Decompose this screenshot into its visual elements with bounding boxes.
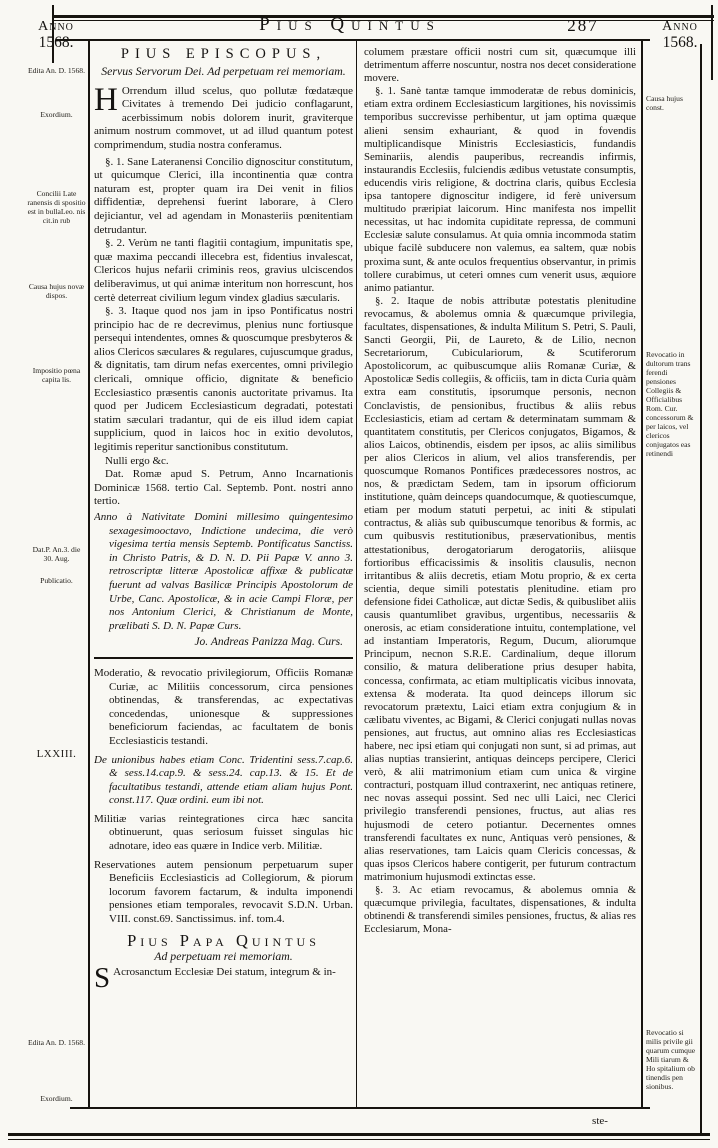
margin-note-concilii: Concilii Late ranensis di spositio est in bullaLeo. nis cit.in rub xyxy=(27,189,86,225)
bull-subheading-ad-perpetuam: Ad perpetuam rei memoriam. xyxy=(154,949,293,964)
running-title: Pius Quintus xyxy=(259,14,441,35)
margin-note-causa-novae: Causa hujus novæ dispos. xyxy=(28,282,85,300)
paragraph-exordium: H Orrendum illud scelus, quo pollutæ fœdatæque Civitates à tremendo Dei judicio conflagarunt, acerbissimum nobis dolorem inurit, graviterque animum nostrum commovet, ut ad illud quantum potest comprimendum, studia nostra conferamus. xyxy=(94,81,353,151)
paragraph-right-section-3: §. 3. Ac etiam revocamus, & abolemus omnia & quæcumque privilegia, facultates, dispensationes, & indulta obtinendi & transferendi similes pensiones, fructus, & alias res Ecclesiarum, Mona- xyxy=(364,884,636,936)
paragraph-editor-note-reservationes: Reservationes autem pensionum perpetuarum super Beneficiis Ecclesiasticis ad Collegiorum, & piorum locorum favorem factarum, & indulta imponendi pensiones etiam temporales, revocavit S.D.N. Urban. VIII. const.69. Sanctissimus. inf. tom.4. xyxy=(94,858,353,926)
header-right-edge-rule xyxy=(711,5,713,80)
anno-right-word: Anno xyxy=(662,19,698,34)
paragraph-nulli-ergo: Nulli ergo &c. xyxy=(105,454,169,467)
paragraph-right-section-1: §. 1. Sanè tantæ tamque immoderatæ de rebus dominicis, etiam extra ordinem Ecclesiasticum largitiones, his novissimis temporibus succrevisse perhibentur, ut jam optima quæque alieni sensim exhauriant, & quod in fovendis multiplicandisque Ministris Ecclesiasticis, fundandis Seminariis, alendis pauperibus, recreandis infirmis, instaurandis Ecclesiis, fulciendis ædibus vetustate consumptis, educendis viris religione, & doctrina claris, quibus Ecclesia ipsa tantopere dignoscitur indigere, id ferè universum multitudo præripiat laicorum. Hinc manifesta nos impellit necessitas, ut hac indomita cupiditate repressa, de communi Ecclesiæ salute consulamus. At quia omnia incommoda statim ubique facilè subducere non valemus, ea saltem, quæ nobis proxima sunt, & ante oculos frequentius observantur, in primis tollere curabimus, ut ceteri omnes cum venerit usus, æquiore animo patiantur. xyxy=(364,85,636,294)
text-block-right-border xyxy=(641,39,643,1108)
anno-left-year: 1568. xyxy=(38,33,74,51)
paragraph-section-2: §. 2. Verùm ne tanti flagitii contagium, impunitatis spe, quæ maxima peccandi illecebra est, fidentius invalescat, Clericos hujus nefarii criminis reos, gravius ulciscendos deliberavimus, ut qui animæ interitum non horrescunt, hos certè deterreat civilium legum vindex gladius sæcularis. xyxy=(94,237,353,304)
drop-cap-h: H xyxy=(94,81,118,118)
bull-heading-pius-episcopus: PIUS EPISCOPUS, xyxy=(120,46,327,62)
paragraph-publication-notice: Anno à Nativitate Domini millesimo quingentesimo sexagesimooctavo, Indictione undecima, die verò vigesima tertia mensis Septemb. Pontificatus Sanctiss. in Christo Patris, & D. N. D. Pii Papæ V. anno 3. retroscriptæ litteræ Apostolicæ affixæ & publicatæ fuerunt ad valvas Basilicæ Principis Apostolorum de Urbe, Canc. Apostolicæ, & in acie Campi Floræ, per nos Antonium Clerici, & Christianum de Monte, prælibati S. D. N. Papæ Curs. xyxy=(94,511,353,632)
catchword: ste- xyxy=(592,1115,608,1127)
text-block-top-border xyxy=(56,39,650,41)
paragraph-sacrosanctum-continued: columem præstare officii nostri cum sit, quæcumque illi detrimentum afferre noscuntur, nostra nos decet consideratione movere. xyxy=(364,46,636,85)
paragraph-sacrosanctum-start: S Acrosanctum Ecclesiæ Dei statum, integrum & in- xyxy=(94,962,336,995)
paragraph-editor-note-militiae: Militiæ varias reintegrationes circa hæc sancita obtinuerunt, quas seriosum fuisset singulas hic adnotare, ideo eas quære in Indice verb. Militiæ. xyxy=(94,812,353,853)
anno-year-right xyxy=(650,20,710,51)
margin-note-publicatio: Publicatio. xyxy=(40,576,73,585)
paragraph-section-1: §. 1. Sane Lateranensi Concilio dignoscitur constitutum, ut quicumque Clerici, illa incontinentia quæ contra naturam est, propter quam ira Dei venit in filios diffidentiæ, deprehensi fuerint laborare, à Clero dejiciantur, vel ad agendam in Monasteriis pœnitentiam detrudantur. xyxy=(94,155,353,236)
left-column xyxy=(94,44,353,1106)
page-number: 287 xyxy=(567,16,599,35)
margin-note-dat: Dat.P. An.3. die 30. Aug. xyxy=(32,545,81,563)
anno-year-left xyxy=(26,20,86,51)
drop-cap-s: S xyxy=(94,962,111,995)
page-right-outer-rule xyxy=(700,44,702,1134)
text-block-left-border xyxy=(88,39,90,1108)
column-divider-rule xyxy=(356,39,357,1108)
page-bottom-rule-thin xyxy=(8,1139,710,1140)
margin-note-causa-const: Causa hujus const. xyxy=(646,94,683,112)
right-column xyxy=(364,46,636,1106)
bull-heading-pius-papa-quintus: Pius Papa Quintus xyxy=(127,930,320,950)
signature-panizza: Jo. Andreas Panizza Mag. Curs. xyxy=(194,636,343,649)
margin-note-exordium-1: Exordium. xyxy=(40,110,73,119)
paragraph-datum: Dat. Romæ apud S. Petrum, Anno Incarnationis Dominicæ 1568. tertio Cal. Septemb. Pont. nostri anno tertio. xyxy=(94,468,353,508)
paragraph-editor-note-unions: De unionibus habes etiam Conc. Tridentini sess.7.cap.6. & sess.14.cap.9. & sess.24. cap.13. & 15. Et de facultatibus testandi, attende etiam aliam hujus Pont. const.117. Quæ ordini. eum ibi not. xyxy=(94,753,353,807)
margin-note-impositio: Impositio pœna capita lis. xyxy=(32,366,81,384)
anno-right-year: 1568. xyxy=(662,33,698,51)
text-block-bottom-border xyxy=(70,1107,650,1109)
margin-note-constitution-number: LXXIII. xyxy=(36,748,77,760)
paragraph-constitution-summary: Moderatio, & revocatio privilegiorum, Officiis Romanæ Curiæ, ac Militiis concessorum, circa pensiones obtinendas, & transferendas, ac expectativas concedendas, unionesque & suppressiones beneficiorum faciendas, ac facultatem de bonis Ecclesiasticis testandi. xyxy=(94,666,353,747)
margin-note-edita-2: Edita An. D. 1568. xyxy=(28,1038,85,1047)
anno-left-word: Anno xyxy=(38,19,74,34)
margin-note-revocatio-similis: Revocatio si milis privile gii quarum cumque Mili tiarum & Ho spitalium ob tinendis pen sionibus. xyxy=(646,1028,696,1091)
margin-note-exordium-2: Exordium. xyxy=(40,1094,73,1103)
constitution-divider-rule xyxy=(94,657,353,659)
page-bottom-rule-thick xyxy=(8,1133,710,1136)
paragraph-section-3: §. 3. Itaque quod nos jam in ipso Pontificatus nostri principio hac de re decrevimus, plenius nunc fortiusque persequi intendentes, omnes & quoscumque presbyteros & alios Clericos sæculares & regulares, cujuscumque gradus, & dignitatis, tam dirum nefas exercentes, omni privilegio clericali, omnique officio, dignitate & beneficio Ecclesiastico præsentis canonis auctoritate privamus. Ita quod per Judicem Ecclesiasticum degradati, potestati statim sæculari tradantur, qui de eis illud idem capiat supplicium, quod in laicos hoc in exitio devolutos, legitimis reperitur sanctionibus constitutum. xyxy=(94,305,353,454)
bull-subheading-servus: Servus Servorum Dei. Ad perpetuam rei memoriam. xyxy=(101,63,346,78)
margin-note-revocatio-indultorum: Revocatio in dultorum trans ferendi pensiones Collegiis & Officialibus Rom. Cur. concessorum & per laicos, vel clericos conjugatos eas retinendi xyxy=(646,350,694,458)
paragraph-right-section-2: §. 2. Itaque de nobis attributæ potestatis plenitudine revocamus, & abolemus omnia & quæcumque privilegia, facultates, dispensationes, & indulta Militum S. Petri, S. Pauli, Sancti Georgii, Pii, de Laureto, & de Lilio, necnon Secretariorum, Cubiculariorum, & Scutiferorum Apostolicorum, ac quibuscumque aliis Romanæ Curiæ, & Apostolicæ Sedis collegiis, & officiis, tam in dicta Curia quàm extra eam constitutis, ipsorumque personis, necnon Conclavistis, de pensionibus, fructibus & aliis rebus Ecclesiasticis, etiam ad certam & determinatam summam & quantitatem constitutis, per Clericos conjugatos, Bigamos, & alios Laicos, obtinendis, eisdem per ipsos, ac aliis similibus per alios Clericos in alium, vel alios transferendis, per quoscumque Romanos Pontifices prædecessores nostros, ac nos, & prædictam Sedem, tam in ipsorum officiorum institutione, quàm deinceps quandocumque, & quotiescumque, etiam per modum statuti perpetui, ac initi & stipulati contractus, & aliàs sub quibuscumque tenoribus & formis, ac cum quibusvis restitutionibus, præservationibus, mentis attestationibus, derogatoriarum derogatoriis, aliisque fortioribus efficacissimis & insolitis clausulis, necnon irritantibus & aliis decretis, etiam Motu proprio, & ex certa scientia, deque simili potestatis plenitudine. etiam pro defensione fidei Catholicæ, aut dictæ Sedis, & quibuslibet aliis causis quantumlibet gravibus, urgentibus, necessariis & onerosis, ac etiam consideratione intuitu, contemplatione, vel ad instantiam Imperatoris, Regum, Ducum, aliorumque Principum, necnon S.R.E. Cardinalium, deque illorum consilio, & matura deliberatione prius desuper habita, concessa, confirmata, ac etiam multiplicatis vicibus innovata, extensa & moderata. Ita quod deinceps illorum sic revocatorum prætextu, Laici etiam extra conjugium & in cælibatu viventes, ac Bigami, & Clerici conjugati nullas novas pensiones, aut fructus, aut omnino alias res Ecclesiasticas habere, nec ipsi etiam qui conjugati non sunt, si ad primas, aut alias nuptias transierint, antiquas deinceps percipere, Clerici verò, & alii matrimonium etiam cum unica & virgine contracturi, postquam illud contraxerint, nec antiquas retinere, nec novas assequi possint. Sed nec ulli Laici, nec Clerici privilegio transferendi pensiones, fructus, aut alias res hujusmodi de cetero potiantur. Decernentes omnes transferendi facultates ex nunc, Antiquas verò pensiones, & alias reservationes, tam Laicis quam Clericis concessas, & quas ipsos Clericos habere contigerit, per futurum contractum matrimonium hujusmodi extinctas esse. xyxy=(364,294,636,883)
margin-note-edita-1: Edita An. D. 1568. xyxy=(28,66,85,75)
